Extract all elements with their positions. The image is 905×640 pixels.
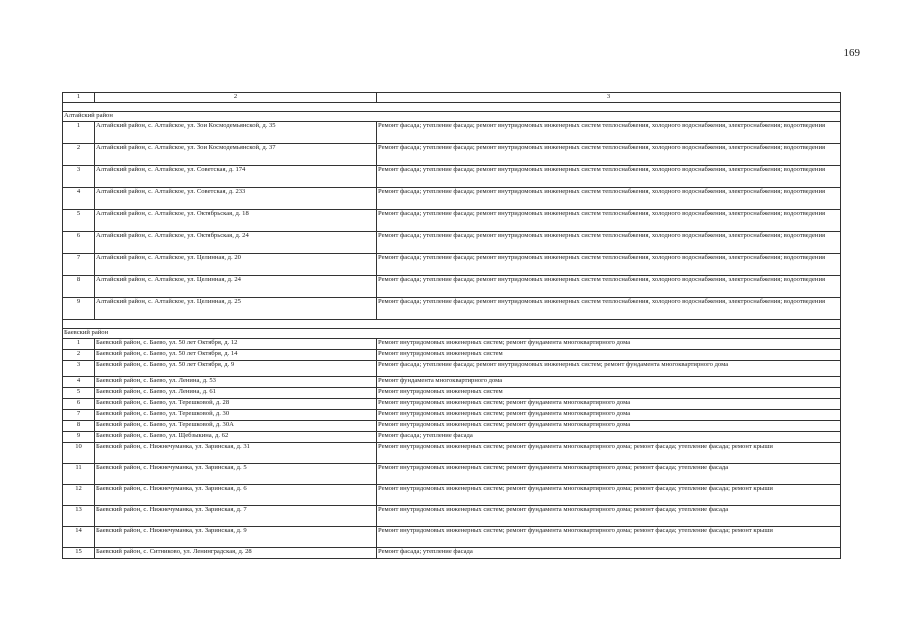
row-works: Ремонт фасада; утепление фасада; ремонт внутридомовых инженерных систем теплоснабжения, холодного водоснабжения, электроснабжения; водоотведения xyxy=(377,122,841,144)
table-row xyxy=(63,485,841,506)
table-row xyxy=(63,443,841,464)
row-works: Ремонт внутридомовых инженерных систем xyxy=(377,388,841,399)
header-cell-3: 3 xyxy=(377,93,841,103)
row-address: Алтайский район, с. Алтайское, ул. Целинная, д. 20 xyxy=(95,254,377,276)
row-number: 1 xyxy=(63,122,95,144)
row-address: Баевский район, с. Баево, ул. Щебзыкина, д. 62 xyxy=(95,432,377,443)
row-number: 8 xyxy=(63,276,95,298)
row-address: Баевский район, с. Нижнечуманка, ул. Заринская, д. 6 xyxy=(95,485,377,506)
table-row xyxy=(63,432,841,443)
table-row xyxy=(63,377,841,388)
row-number: 13 xyxy=(63,506,95,527)
row-address: Баевский район, с. Ситниково, ул. Ленинградская, д. 28 xyxy=(95,548,377,559)
row-number: 15 xyxy=(63,548,95,559)
row-number: 12 xyxy=(63,485,95,506)
row-works: Ремонт внутридомовых инженерных систем; ремонт фундамента многоквартирного дома; ремонт фасада; утепление фасада xyxy=(377,464,841,485)
row-address: Баевский район, с. Баево, ул. Терешковой, д. 30 xyxy=(95,410,377,421)
row-address: Баевский район, с. Нижнечуманка, ул. Заринская, д. 9 xyxy=(95,527,377,548)
table-row xyxy=(63,232,841,254)
row-address: Баевский район, с. Нижнечуманка, ул. Заринская, д. 31 xyxy=(95,443,377,464)
table-row xyxy=(63,548,841,559)
row-number: 11 xyxy=(63,464,95,485)
district-heading xyxy=(63,329,841,339)
row-address: Баевский район, с. Баево, ул. 50 лет Октября, д. 12 xyxy=(95,339,377,350)
row-works: Ремонт фасада; утепление фасада; ремонт внутридомовых инженерных систем; ремонт фундамента многоквартирного дома xyxy=(377,361,841,377)
table-row xyxy=(63,464,841,485)
row-works: Ремонт фасада; утепление фасада; ремонт внутридомовых инженерных систем теплоснабжения, холодного водоснабжения, электроснабжения; водоотведения xyxy=(377,166,841,188)
table-row xyxy=(63,421,841,432)
row-number: 10 xyxy=(63,443,95,464)
works-table xyxy=(62,92,841,559)
row-works: Ремонт фундамента многоквартирного дома xyxy=(377,377,841,388)
row-works: Ремонт внутридомовых инженерных систем; ремонт фундамента многоквартирного дома xyxy=(377,410,841,421)
row-works: Ремонт внутридомовых инженерных систем; ремонт фундамента многоквартирного дома; ремонт фасада; утепление фасада; ремонт крыши xyxy=(377,485,841,506)
row-works: Ремонт внутридомовых инженерных систем; ремонт фундамента многоквартирного дома xyxy=(377,399,841,410)
table-row xyxy=(63,527,841,548)
row-works: Ремонт внутридомовых инженерных систем xyxy=(377,350,841,361)
row-address: Алтайский район, с. Алтайское, ул. Зои Космодемьянской, д. 37 xyxy=(95,144,377,166)
row-number: 1 xyxy=(63,339,95,350)
row-address: Алтайский район, с. Алтайское, ул. Советская, д. 174 xyxy=(95,166,377,188)
row-number: 4 xyxy=(63,188,95,210)
row-works: Ремонт фасада; утепление фасада; ремонт внутридомовых инженерных систем теплоснабжения, холодного водоснабжения, электроснабжения; водоотведения xyxy=(377,210,841,232)
row-address: Алтайский район, с. Алтайское, ул. Советская, д. 233 xyxy=(95,188,377,210)
table-row xyxy=(63,361,841,377)
district-name: Баевский район xyxy=(63,329,841,339)
table-row xyxy=(63,166,841,188)
row-works: Ремонт внутридомовых инженерных систем; ремонт фундамента многоквартирного дома; ремонт фасада; утепление фасада xyxy=(377,506,841,527)
header-cell-2: 2 xyxy=(95,93,377,103)
row-number: 3 xyxy=(63,361,95,377)
row-address: Баевский район, с. Баево, ул. Ленина, д. 61 xyxy=(95,388,377,399)
page-number: 169 xyxy=(843,47,860,59)
row-number: 2 xyxy=(63,350,95,361)
row-number: 14 xyxy=(63,527,95,548)
row-address: Баевский район, с. Баево, ул. 50 лет Октября, д. 14 xyxy=(95,350,377,361)
row-address: Алтайский район, с. Алтайское, ул. Целинная, д. 25 xyxy=(95,298,377,320)
row-number: 6 xyxy=(63,232,95,254)
district-heading xyxy=(63,112,841,122)
table-row xyxy=(63,506,841,527)
row-address: Баевский район, с. Нижнечуманка, ул. Заринская, д. 5 xyxy=(95,464,377,485)
row-number: 7 xyxy=(63,410,95,421)
row-works: Ремонт фасада; утепление фасада; ремонт внутридомовых инженерных систем теплоснабжения, холодного водоснабжения, электроснабжения; водоотведения xyxy=(377,298,841,320)
row-address: Алтайский район, с. Алтайское, ул. Октябрьская, д. 24 xyxy=(95,232,377,254)
row-works: Ремонт внутридомовых инженерных систем; ремонт фундамента многоквартирного дома xyxy=(377,421,841,432)
table-row xyxy=(63,350,841,361)
table-row xyxy=(63,388,841,399)
row-number: 5 xyxy=(63,388,95,399)
row-number: 8 xyxy=(63,421,95,432)
header-cell-1: 1 xyxy=(63,93,95,103)
row-address: Баевский район, с. Баево, ул. 50 лет Октября, д. 9 xyxy=(95,361,377,377)
row-works: Ремонт фасада; утепление фасада xyxy=(377,548,841,559)
row-works: Ремонт фасада; утепление фасада; ремонт внутридомовых инженерных систем теплоснабжения, холодного водоснабжения, электроснабжения; водоотведения xyxy=(377,254,841,276)
table-row xyxy=(63,276,841,298)
row-number: 5 xyxy=(63,210,95,232)
district-name: Алтайский район xyxy=(63,112,841,122)
row-address: Алтайский район, с. Алтайское, ул. Целинная, д. 24 xyxy=(95,276,377,298)
row-works: Ремонт фасада; утепление фасада xyxy=(377,432,841,443)
table-row xyxy=(63,122,841,144)
row-address: Баевский район, с. Баево, ул. Ленина, д. 53 xyxy=(95,377,377,388)
table-row xyxy=(63,399,841,410)
row-address: Баевский район, с. Баево, ул. Терешковой, д. 30А xyxy=(95,421,377,432)
row-number: 4 xyxy=(63,377,95,388)
row-works: Ремонт фасада; утепление фасада; ремонт внутридомовых инженерных систем теплоснабжения, холодного водоснабжения, электроснабжения; водоотведения xyxy=(377,188,841,210)
row-number: 3 xyxy=(63,166,95,188)
table-row xyxy=(63,188,841,210)
row-works: Ремонт фасада; утепление фасада; ремонт внутридомовых инженерных систем теплоснабжения, холодного водоснабжения, электроснабжения; водоотведения xyxy=(377,232,841,254)
table-row xyxy=(63,254,841,276)
table-row xyxy=(63,410,841,421)
row-works: Ремонт внутридомовых инженерных систем; ремонт фундамента многоквартирного дома; ремонт фасада; утепление фасада; ремонт крыши xyxy=(377,443,841,464)
table-row xyxy=(63,144,841,166)
row-works: Ремонт внутридомовых инженерных систем; ремонт фундамента многоквартирного дома xyxy=(377,339,841,350)
row-address: Алтайский район, с. Алтайское, ул. Зои Космодемьянской, д. 35 xyxy=(95,122,377,144)
table-row xyxy=(63,298,841,320)
row-number: 7 xyxy=(63,254,95,276)
table-row xyxy=(63,339,841,350)
row-number: 9 xyxy=(63,432,95,443)
table-row xyxy=(63,210,841,232)
table-header-row xyxy=(63,93,841,103)
row-number: 9 xyxy=(63,298,95,320)
row-address: Баевский район, с. Баево, ул. Терешковой, д. 28 xyxy=(95,399,377,410)
row-address: Алтайский район, с. Алтайское, ул. Октябрьская, д. 18 xyxy=(95,210,377,232)
row-number: 2 xyxy=(63,144,95,166)
row-works: Ремонт фасада; утепление фасада; ремонт внутридомовых инженерных систем теплоснабжения, холодного водоснабжения, электроснабжения; водоотведения xyxy=(377,276,841,298)
row-works: Ремонт внутридомовых инженерных систем; ремонт фундамента многоквартирного дома; ремонт фасада; утепление фасада; ремонт крыши xyxy=(377,527,841,548)
row-address: Баевский район, с. Нижнечуманка, ул. Заринская, д. 7 xyxy=(95,506,377,527)
row-number: 6 xyxy=(63,399,95,410)
row-works: Ремонт фасада; утепление фасада; ремонт внутридомовых инженерных систем теплоснабжения, холодного водоснабжения, электроснабжения; водоотведения xyxy=(377,144,841,166)
